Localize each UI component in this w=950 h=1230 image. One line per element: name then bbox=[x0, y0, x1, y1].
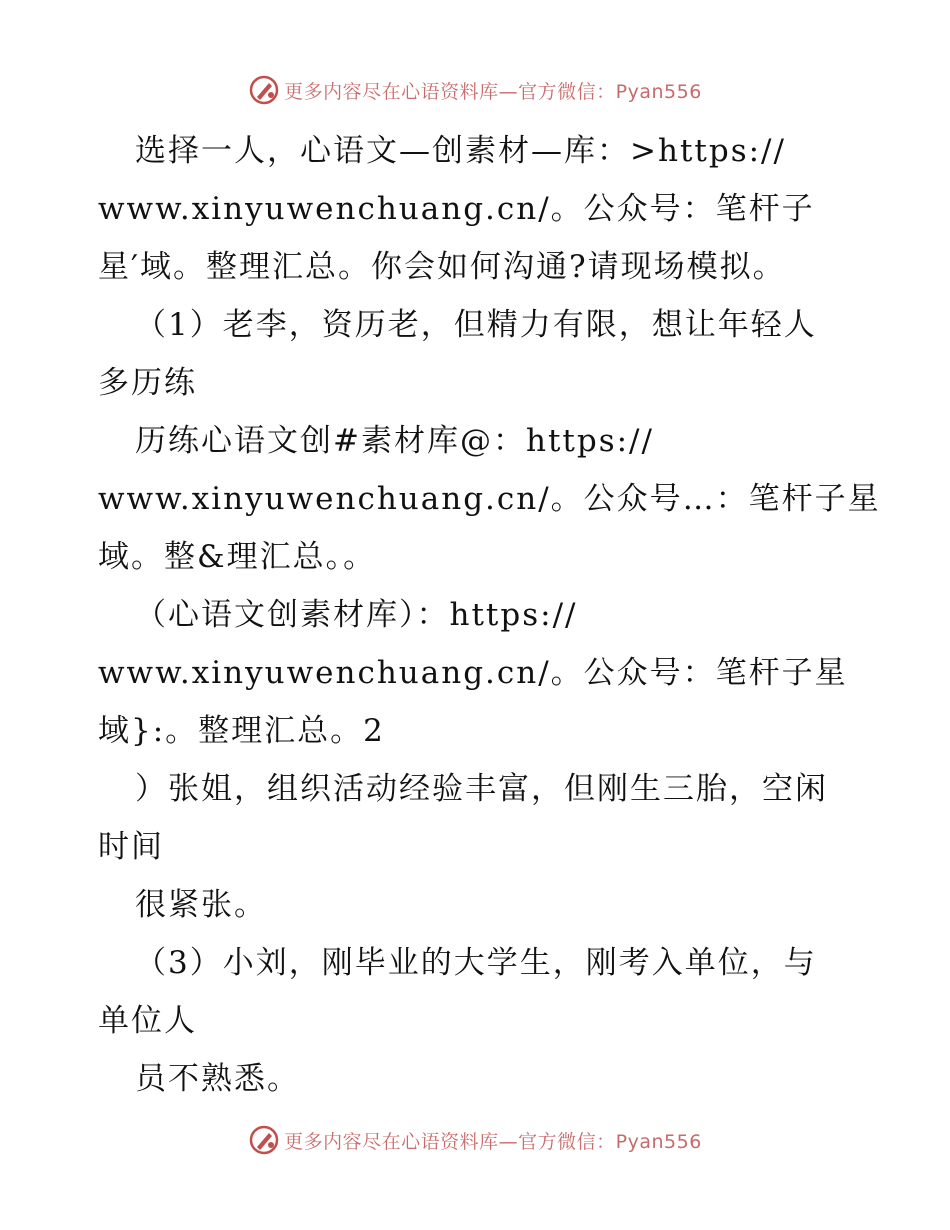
body-line: www.xinyuwenchuang.cn/。公众号…：笔杆子星 bbox=[98, 481, 881, 517]
body-line: 星′域。整理汇总。你会如何沟通?请现场模拟。 bbox=[98, 249, 786, 285]
body-line: 员不熟悉。 bbox=[135, 1061, 300, 1097]
body-line: 域。整&理汇总。。 bbox=[98, 539, 377, 575]
body-line: 单位人 bbox=[98, 1003, 197, 1039]
body-line: 历练心语文创#素材库@：https:// bbox=[135, 423, 654, 459]
body-line: www.xinyuwenchuang.cn/。公众号：笔杆子 bbox=[98, 191, 815, 227]
body-line: www.xinyuwenchuang.cn/。公众号：笔杆子星 bbox=[98, 655, 848, 691]
body-line: ）张姐，组织活动经验丰富，但刚生三胎，空闲 bbox=[135, 771, 828, 807]
body-line: 很紧张。 bbox=[135, 887, 267, 923]
footer-banner bbox=[0, 1120, 950, 1160]
brand-logo-icon bbox=[248, 1124, 280, 1156]
header-banner-text: 更多内容尽在心语资料库—官方微信：Pyan556 bbox=[284, 80, 702, 103]
brand-logo-icon bbox=[248, 74, 280, 106]
footer-banner-text: 更多内容尽在心语资料库—官方微信：Pyan556 bbox=[284, 1130, 702, 1153]
body-line: 多历练 bbox=[98, 365, 197, 401]
body-line: 域}:。整理汇总。2 bbox=[98, 713, 385, 749]
body-line: （心语文创素材库）：https:// bbox=[135, 597, 578, 633]
body-line: 时间 bbox=[98, 829, 164, 865]
body-line: （3）小刘，刚毕业的大学生，刚考入单位，与 bbox=[135, 945, 817, 981]
body-line: （1）老李，资历老，但精力有限，想让年轻人 bbox=[135, 307, 817, 343]
body-line: 选择一人，心语文—创素材—库：>https:// bbox=[135, 133, 786, 169]
header-banner bbox=[0, 70, 950, 110]
document-body bbox=[98, 122, 881, 1108]
